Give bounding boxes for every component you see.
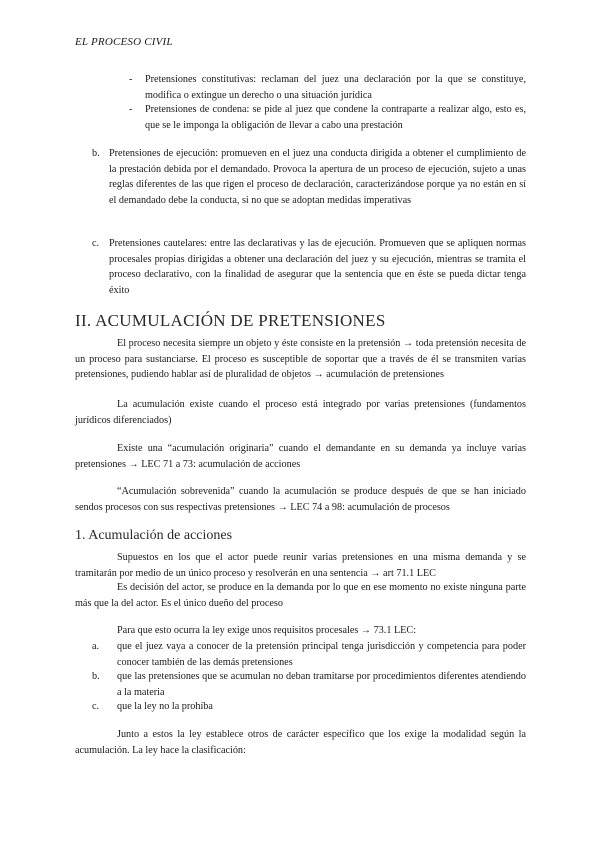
sub-item-condena: Pretensiones de condena: se pide al juez que condene la contraparte a realizar algo, esto es, que se le imponga la obligación de llevar a cabo una prestación: [145, 104, 526, 131]
list-marker-b: b.: [92, 148, 100, 159]
section-paragraph: Existe una “acumulación originaria” cuando el demandante en su demanda ya incluye varias pretensiones → LEC 71 a 73: acumulación de acciones: [75, 443, 526, 470]
section-paragraph: La acumulación existe cuando el proceso está integrado por varias pretensiones (fundamentos jurídicos diferenciados): [75, 399, 526, 426]
subsection-paragraph: Para que esto ocurra la ley exige unos requisitos procesales → 73.1 LEC:: [117, 625, 417, 636]
running-header: EL PROCESO CIVIL: [75, 36, 173, 48]
list-item-cautelares: Pretensiones cautelares: entre las declarativas y las de ejecución. Promueven que se apliquen normas procesales propias dirigidas a obtener una declaración del juez y su ejecución, mientras se tramita el proceso declarativo, con la finalidad de asegurar que la sentencia que en éste se pueda dictar tenga éxito: [109, 238, 526, 296]
sub-item-constitutivas: Pretensiones constitutivas: reclaman del juez una declaración por la que se constituye, modifica o extingue un derecho o una situación jurídica: [145, 74, 526, 101]
requirement-marker-b: b.: [92, 671, 100, 682]
requirement-marker-a: a.: [92, 641, 100, 652]
sub-item-marker: -: [129, 74, 133, 85]
list-item-ejecucion: Pretensiones de ejecución: promueven en el juez una conducta dirigida a obtener el cumplimiento de la prestación debida por el demandado. Provoca la apertura de un proceso de ejecución, sujeto a unas reglas diferentes de las que rigen el proceso de declaración, caracterizándose porque ya no están en sí el demandado debe la conducta, si no que se adoptan medidas imperativas: [109, 148, 526, 206]
section-paragraph: El proceso necesita siempre un objeto y éste consiste en la pretensión → toda pretensión necesita de un proceso para sustanciarse. El proceso es susceptible de soportar que a través de él se transmiten varias pretensiones, pudiendo hablar así de pluralidad de objetos → acumulación de pretensiones: [75, 338, 526, 381]
requirement-item: que las pretensiones que se acumulan no deban tramitarse por procedimientos diferentes atendiendo a la materia: [117, 671, 526, 698]
sub-item-marker: -: [129, 104, 133, 115]
list-marker-c: c.: [92, 238, 100, 249]
requirement-item: que el juez vaya a conocer de la pretensión principal tenga jurisdicción y competencia para poder conocer también de las demás pretensiones: [117, 641, 526, 668]
subsection-heading: 1. Acumulación de acciones: [75, 528, 233, 543]
section-paragraph: “Acumulación sobrevenida” cuando la acumulación se produce después de que se han iniciado sendos procesos con sus respectivas pretensiones → LEC 74 a 98: acumulación de procesos: [75, 486, 526, 513]
requirement-item: que la ley no la prohíba: [117, 701, 213, 712]
requirement-marker-c: c.: [92, 701, 100, 712]
subsection-paragraph: Es decisión del actor, se produce en la demanda por lo que en ese momento no existe ninguna parte más que la del actor. Es el único dueño del proceso: [75, 582, 526, 609]
section-heading: II. ACUMULACIÓN DE PRETENSIONES: [75, 311, 386, 330]
closing-paragraph: Junto a estos la ley establece otros de carácter específico que los exige la modalidad según la acumulación. La ley hace la clasificación:: [75, 729, 526, 756]
subsection-paragraph: Supuestos en los que el actor puede reunir varias pretensiones en una misma demanda y se tramitarán por medio de un único proceso y resolverán en una sentencia → art 71.1 LEC: [75, 552, 526, 579]
